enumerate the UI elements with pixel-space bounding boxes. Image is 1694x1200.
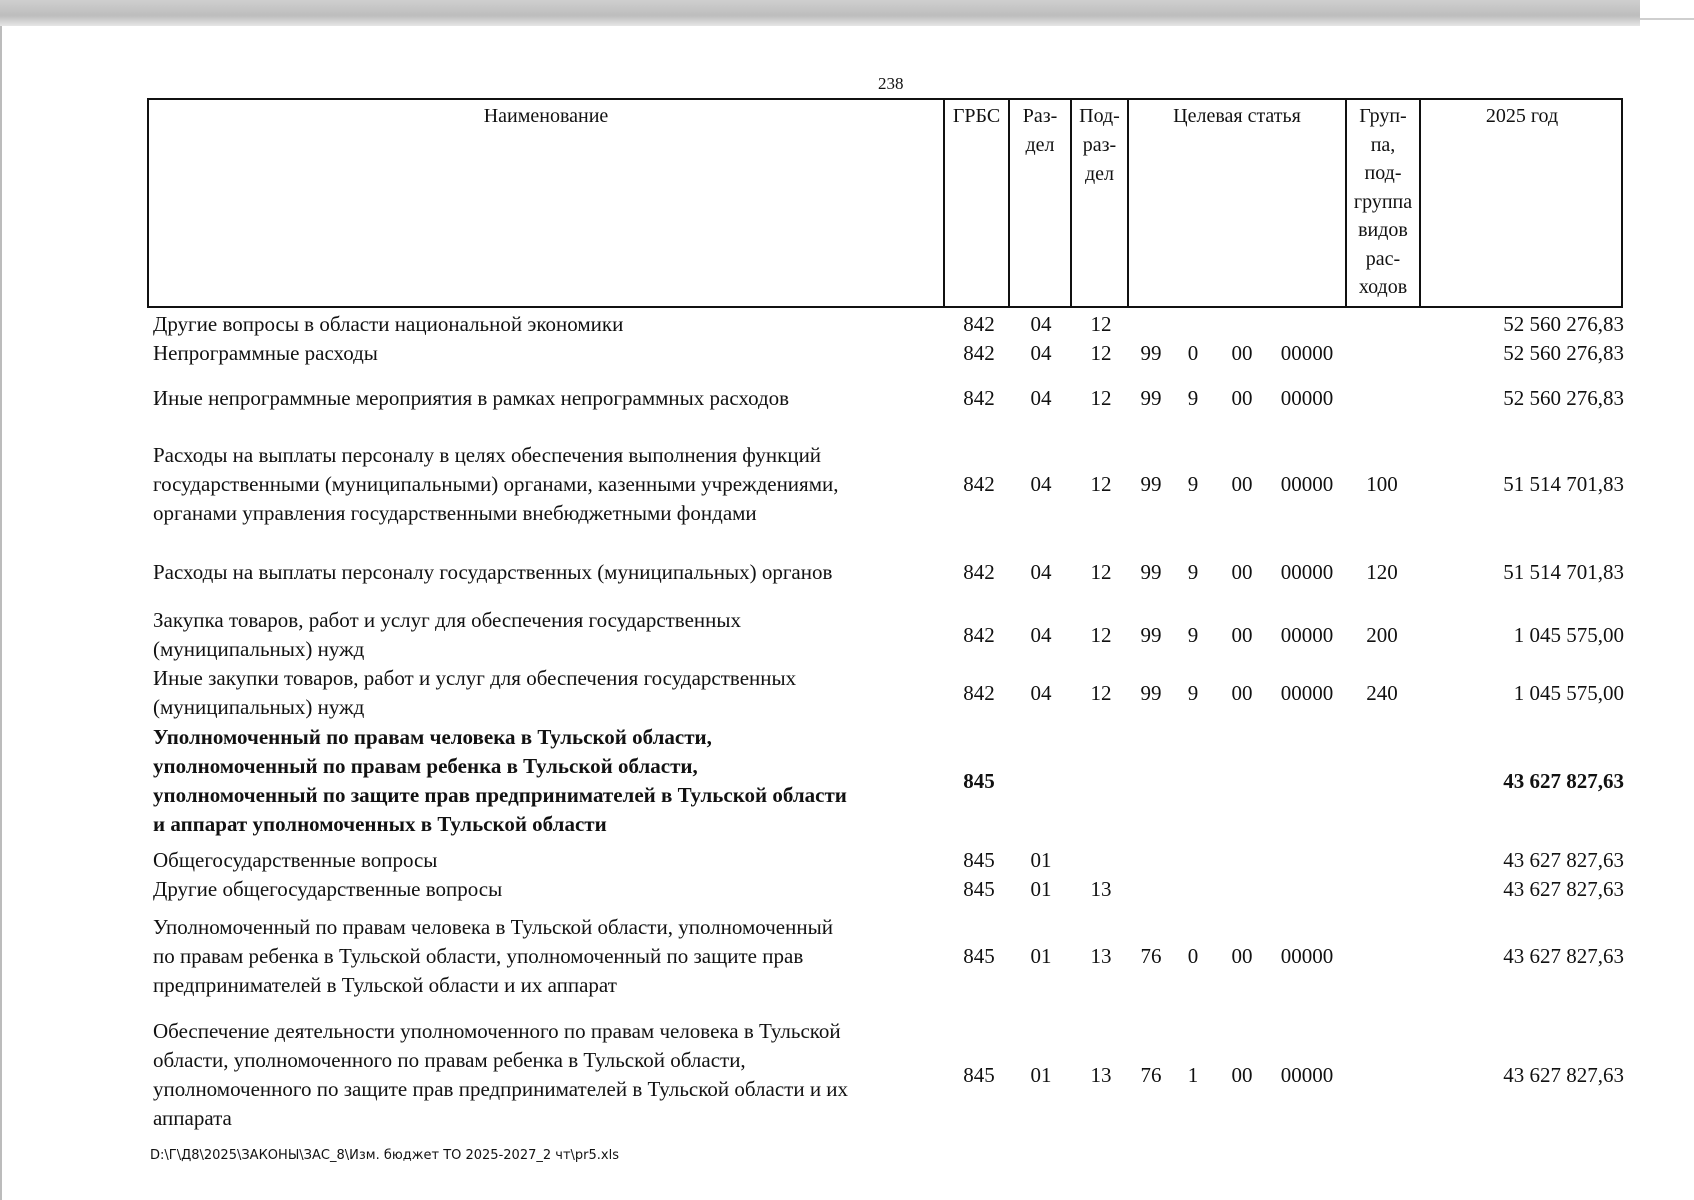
row-name: Уполномоченный по правам человека в Тульской области, уполномоченный по правам ребенка в Тульской области, уполномоченный по защите прав предпринимателей в Тульской области и аппарат уполномоченных в Тульской области xyxy=(153,725,847,836)
header-year: 2025 год xyxy=(1485,105,1559,127)
row-razdel: 04 xyxy=(1030,472,1052,496)
row-amount: 51 514 701,83 xyxy=(1503,560,1624,584)
row-podrazdel: 13 xyxy=(1090,877,1112,901)
row-target-program: 76 xyxy=(1140,1062,1162,1087)
row-podrazdel: 12 xyxy=(1090,341,1112,365)
row-grbs: 842 xyxy=(963,312,995,336)
page-number: 238 xyxy=(878,74,904,93)
row-target-program: 99 xyxy=(1140,472,1162,496)
row-name: Иные непрограммные мероприятия в рамках непрограммных расходов xyxy=(153,386,790,410)
row-target-code: 00 xyxy=(1231,386,1253,410)
row-razdel: 01 xyxy=(1030,877,1052,901)
row-amount: 52 560 276,83 xyxy=(1503,312,1624,336)
row-podrazdel: 13 xyxy=(1090,1062,1112,1087)
row-podrazdel: 12 xyxy=(1090,386,1112,410)
row-target-program: 99 xyxy=(1140,386,1162,410)
row-name: Иные закупки товаров, работ и услуг для обеспечения государственных (муниципальных) нужд xyxy=(153,666,797,719)
row-target-program: 99 xyxy=(1140,341,1162,365)
row-target-direction: 00000 xyxy=(1280,341,1334,365)
row-name: Закупка товаров, работ и услуг для обеспечения государственных (муниципальных) нужд xyxy=(153,608,742,661)
scan-top-dash xyxy=(1640,18,1694,20)
row-amount: 1 045 575,00 xyxy=(1513,622,1624,647)
row-razdel: 04 xyxy=(1030,386,1052,410)
row-target-code: 00 xyxy=(1231,341,1253,365)
header-podrazdel: Под- раз- дел xyxy=(1079,105,1120,185)
row-podrazdel: 12 xyxy=(1090,622,1112,647)
row-amount: 51 514 701,83 xyxy=(1503,472,1624,496)
header-name: Наименование xyxy=(483,105,609,127)
row-target-direction: 00000 xyxy=(1280,1062,1334,1087)
row-amount: 52 560 276,83 xyxy=(1503,386,1624,410)
row-target-subprogram: 9 xyxy=(1187,622,1199,647)
row-name: Другие вопросы в области национальной экономики xyxy=(153,312,624,336)
row-grbs: 842 xyxy=(963,560,995,584)
row-name: Уполномоченный по правам человека в Тульской области, уполномоченный по правам ребенка в Тульской области, уполномоченный по защите прав предпринимателей в Тульской области и их аппарат xyxy=(153,915,833,997)
row-target-direction: 00000 xyxy=(1280,560,1334,584)
row-name: Обеспечение деятельности уполномоченного по правам человека в Тульской области, уполномоченного по правам ребенка в Тульской области, уполномоченного по защите прав предпринимателей в Тульской области и их аппарата xyxy=(153,1019,849,1130)
row-name: Расходы на выплаты персоналу в целях обеспечения выполнения функций государственными (муниципальными) органами, казенными учреждениями, органами управления государственными внебюджетными фондами xyxy=(153,443,839,525)
row-podrazdel: 12 xyxy=(1090,560,1112,584)
row-podrazdel: 12 xyxy=(1090,680,1112,705)
row-expense-group: 120 xyxy=(1366,560,1398,584)
row-razdel: 04 xyxy=(1030,341,1052,365)
row-grbs: 842 xyxy=(963,341,995,365)
row-amount: 43 627 827,63 xyxy=(1503,768,1624,793)
row-grbs: 845 xyxy=(963,944,995,968)
row-razdel: 04 xyxy=(1030,680,1052,705)
row-target-subprogram: 9 xyxy=(1187,680,1199,705)
row-grbs: 845 xyxy=(963,848,995,872)
row-amount: 1 045 575,00 xyxy=(1513,680,1624,705)
row-target-program: 99 xyxy=(1140,622,1162,647)
header-group: Груп- па, под- группа видов рас- ходов xyxy=(1353,105,1413,298)
row-expense-group: 240 xyxy=(1366,680,1398,705)
header-grbs: ГРБС xyxy=(952,105,1001,127)
header-razdel: Раз- дел xyxy=(1022,105,1058,156)
row-target-code: 00 xyxy=(1231,1062,1253,1087)
row-razdel: 01 xyxy=(1030,1062,1052,1087)
row-razdel: 04 xyxy=(1030,312,1052,336)
row-target-subprogram: 9 xyxy=(1187,386,1199,410)
row-razdel: 01 xyxy=(1030,944,1052,968)
row-target-code: 00 xyxy=(1231,560,1253,584)
row-grbs: 842 xyxy=(963,386,995,410)
row-amount: 43 627 827,63 xyxy=(1503,848,1624,872)
row-grbs: 842 xyxy=(963,472,995,496)
row-podrazdel: 13 xyxy=(1090,944,1112,968)
row-amount: 43 627 827,63 xyxy=(1503,944,1624,968)
row-name: Расходы на выплаты персоналу государственных (муниципальных) органов xyxy=(153,560,833,584)
row-target-subprogram: 9 xyxy=(1187,560,1199,584)
row-target-code: 00 xyxy=(1231,622,1253,647)
row-name: Общегосударственные вопросы xyxy=(153,848,438,872)
row-expense-group: 100 xyxy=(1366,472,1398,496)
row-razdel: 04 xyxy=(1030,622,1052,647)
row-target-program: 99 xyxy=(1140,560,1162,584)
row-name: Непрограммные расходы xyxy=(153,341,378,365)
scan-top-edge xyxy=(0,0,1640,26)
row-podrazdel: 12 xyxy=(1090,472,1112,496)
header-target: Целевая статья xyxy=(1173,105,1301,127)
row-grbs: 845 xyxy=(963,877,995,901)
row-target-subprogram: 0 xyxy=(1187,944,1199,968)
row-target-program: 99 xyxy=(1140,680,1162,705)
row-target-code: 00 xyxy=(1231,944,1253,968)
row-amount: 52 560 276,83 xyxy=(1503,341,1624,365)
row-expense-group: 200 xyxy=(1366,622,1398,647)
row-target-code: 00 xyxy=(1231,472,1253,496)
row-target-program: 76 xyxy=(1140,944,1162,968)
row-grbs: 845 xyxy=(963,768,995,793)
row-razdel: 04 xyxy=(1030,560,1052,584)
row-amount: 43 627 827,63 xyxy=(1503,1062,1624,1087)
row-target-subprogram: 0 xyxy=(1187,341,1199,365)
row-grbs: 842 xyxy=(963,622,995,647)
row-razdel: 01 xyxy=(1030,848,1052,872)
row-target-subprogram: 9 xyxy=(1187,472,1199,496)
row-grbs: 845 xyxy=(963,1062,995,1087)
scan-left-edge xyxy=(0,26,2,1200)
row-target-subprogram: 1 xyxy=(1187,1062,1199,1087)
row-grbs: 842 xyxy=(963,680,995,705)
row-target-direction: 00000 xyxy=(1280,386,1334,410)
row-name: Другие общегосударственные вопросы xyxy=(153,877,503,901)
row-amount: 43 627 827,63 xyxy=(1503,877,1624,901)
row-target-direction: 00000 xyxy=(1280,622,1334,647)
row-target-direction: 00000 xyxy=(1280,680,1334,705)
row-target-code: 00 xyxy=(1231,680,1253,705)
row-podrazdel: 12 xyxy=(1090,312,1112,336)
footer-file-path: D:\Г\Д8\2025\ЗАКОНЫ\ЗАС_8\Изм. бюджет ТО 2025-2027_2 чт\pr5.xls xyxy=(150,1148,619,1163)
row-target-direction: 00000 xyxy=(1280,944,1334,968)
row-target-direction: 00000 xyxy=(1280,472,1334,496)
